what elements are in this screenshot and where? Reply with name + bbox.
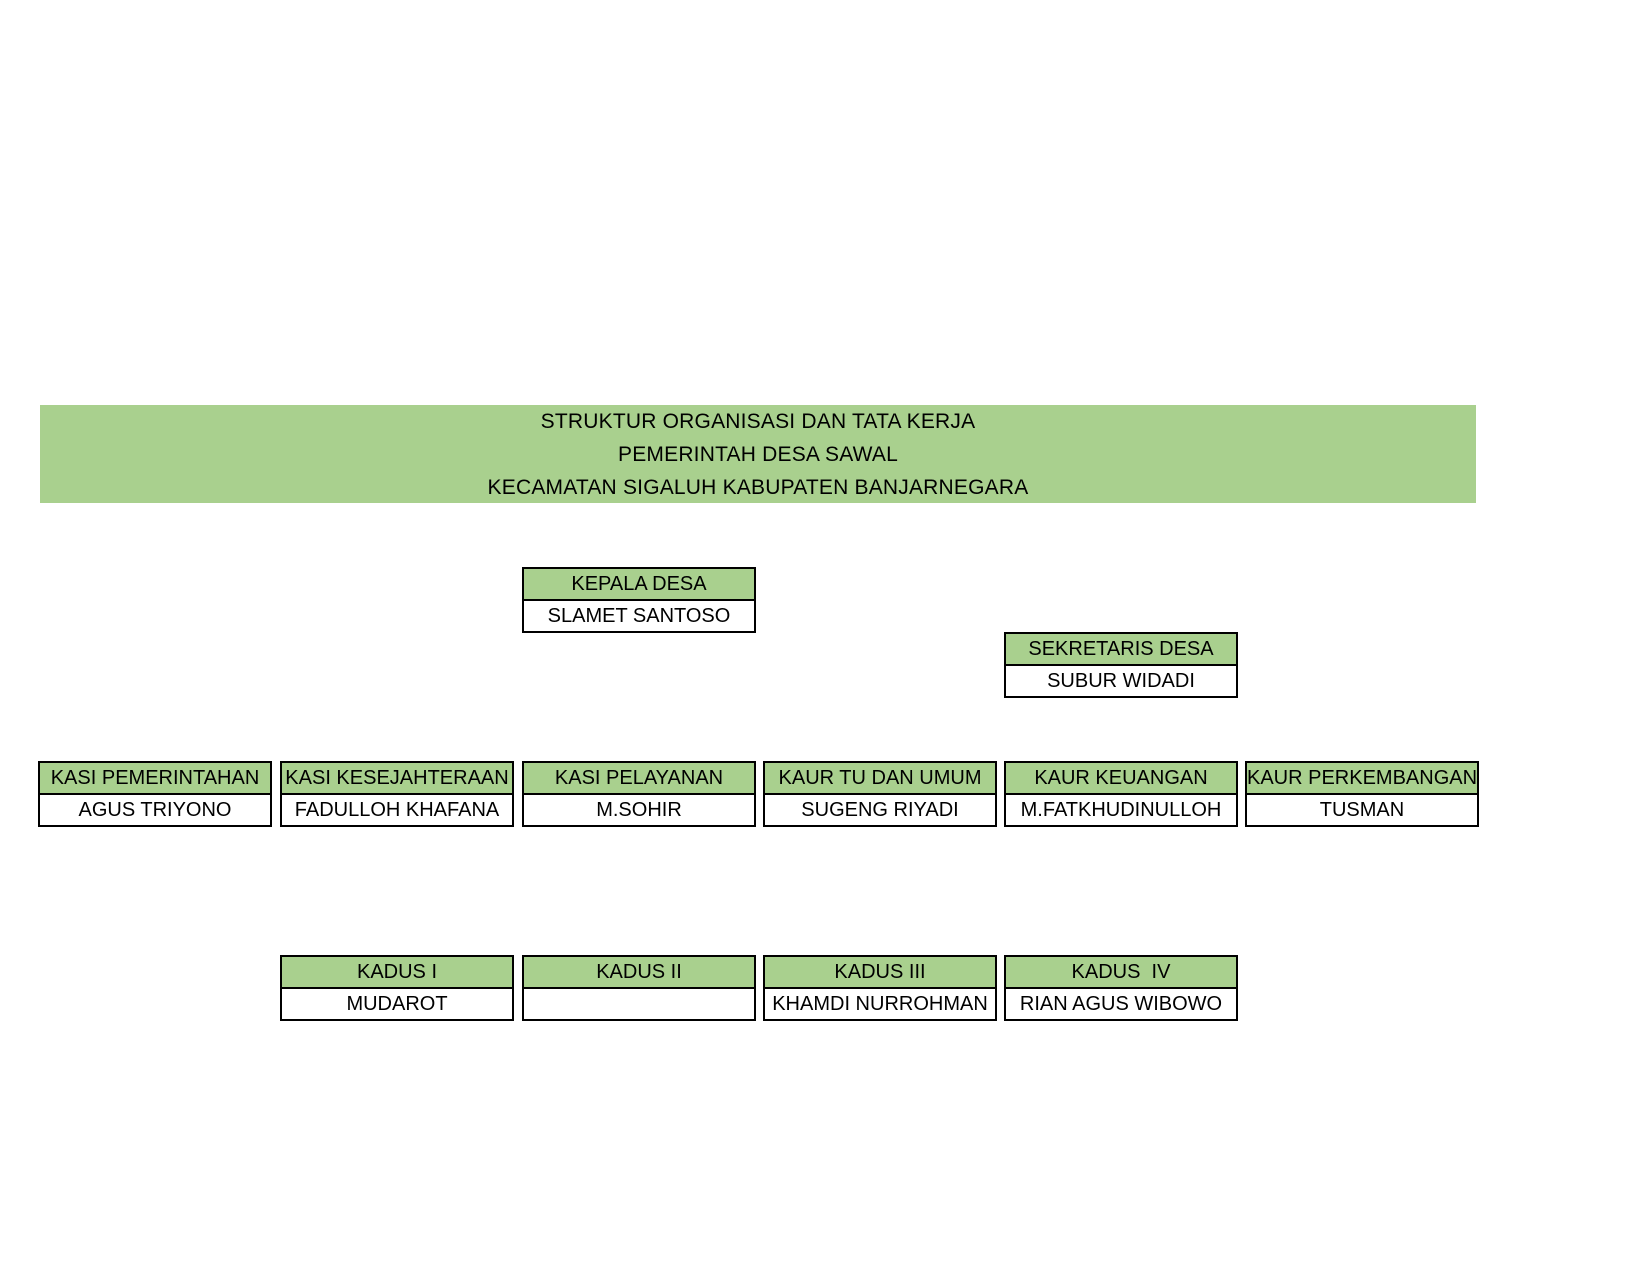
hamlet-box-kadus-4 bbox=[1004, 955, 1238, 1021]
village-head-box bbox=[522, 567, 756, 633]
position-title: KASI KESEJAHTERAAN bbox=[282, 763, 512, 795]
person-name: SLAMET SANTOSO bbox=[524, 601, 754, 631]
person-name: FADULLOH KHAFANA bbox=[282, 795, 512, 825]
person-name: AGUS TRIYONO bbox=[40, 795, 270, 825]
position-title: KAUR TU DAN UMUM bbox=[765, 763, 995, 795]
org-chart-header bbox=[40, 405, 1476, 503]
staff-box-kasi-kesejahteraan bbox=[280, 761, 514, 827]
position-title: KAUR PERKEMBANGAN bbox=[1247, 763, 1477, 795]
staff-box-kaur-perkembangan bbox=[1245, 761, 1479, 827]
position-title: SEKRETARIS DESA bbox=[1006, 634, 1236, 666]
person-name: MUDAROT bbox=[282, 989, 512, 1019]
person-name: SUBUR WIDADI bbox=[1006, 666, 1236, 696]
person-name: RIAN AGUS WIBOWO bbox=[1006, 989, 1236, 1019]
person-name bbox=[524, 989, 754, 1019]
position-title: KASI PELAYANAN bbox=[524, 763, 754, 795]
position-title: KADUS I bbox=[282, 957, 512, 989]
header-government: PEMERINTAH DESA SAWAL bbox=[618, 442, 898, 466]
position-title: KADUS IV bbox=[1006, 957, 1236, 989]
hamlet-box-kadus-2 bbox=[522, 955, 756, 1021]
village-secretary-box bbox=[1004, 632, 1238, 698]
hamlet-box-kadus-1 bbox=[280, 955, 514, 1021]
person-name: M.SOHIR bbox=[524, 795, 754, 825]
staff-box-kasi-pelayanan bbox=[522, 761, 756, 827]
position-title: KAUR KEUANGAN bbox=[1006, 763, 1236, 795]
person-name: KHAMDI NURROHMAN bbox=[765, 989, 995, 1019]
person-name: M.FATKHUDINULLOH bbox=[1006, 795, 1236, 825]
staff-box-kaur-keuangan bbox=[1004, 761, 1238, 827]
position-title: KEPALA DESA bbox=[524, 569, 754, 601]
header-title: STRUKTUR ORGANISASI DAN TATA KERJA bbox=[540, 409, 976, 433]
header-district: KECAMATAN SIGALUH KABUPATEN BANJARNEGARA bbox=[487, 475, 1029, 499]
position-title: KADUS II bbox=[524, 957, 754, 989]
position-title: KADUS III bbox=[765, 957, 995, 989]
staff-box-kasi-pemerintahan bbox=[38, 761, 272, 827]
person-name: SUGENG RIYADI bbox=[765, 795, 995, 825]
hamlet-box-kadus-3 bbox=[763, 955, 997, 1021]
person-name: TUSMAN bbox=[1247, 795, 1477, 825]
position-title: KASI PEMERINTAHAN bbox=[40, 763, 270, 795]
staff-box-kaur-tu-dan-umum bbox=[763, 761, 997, 827]
